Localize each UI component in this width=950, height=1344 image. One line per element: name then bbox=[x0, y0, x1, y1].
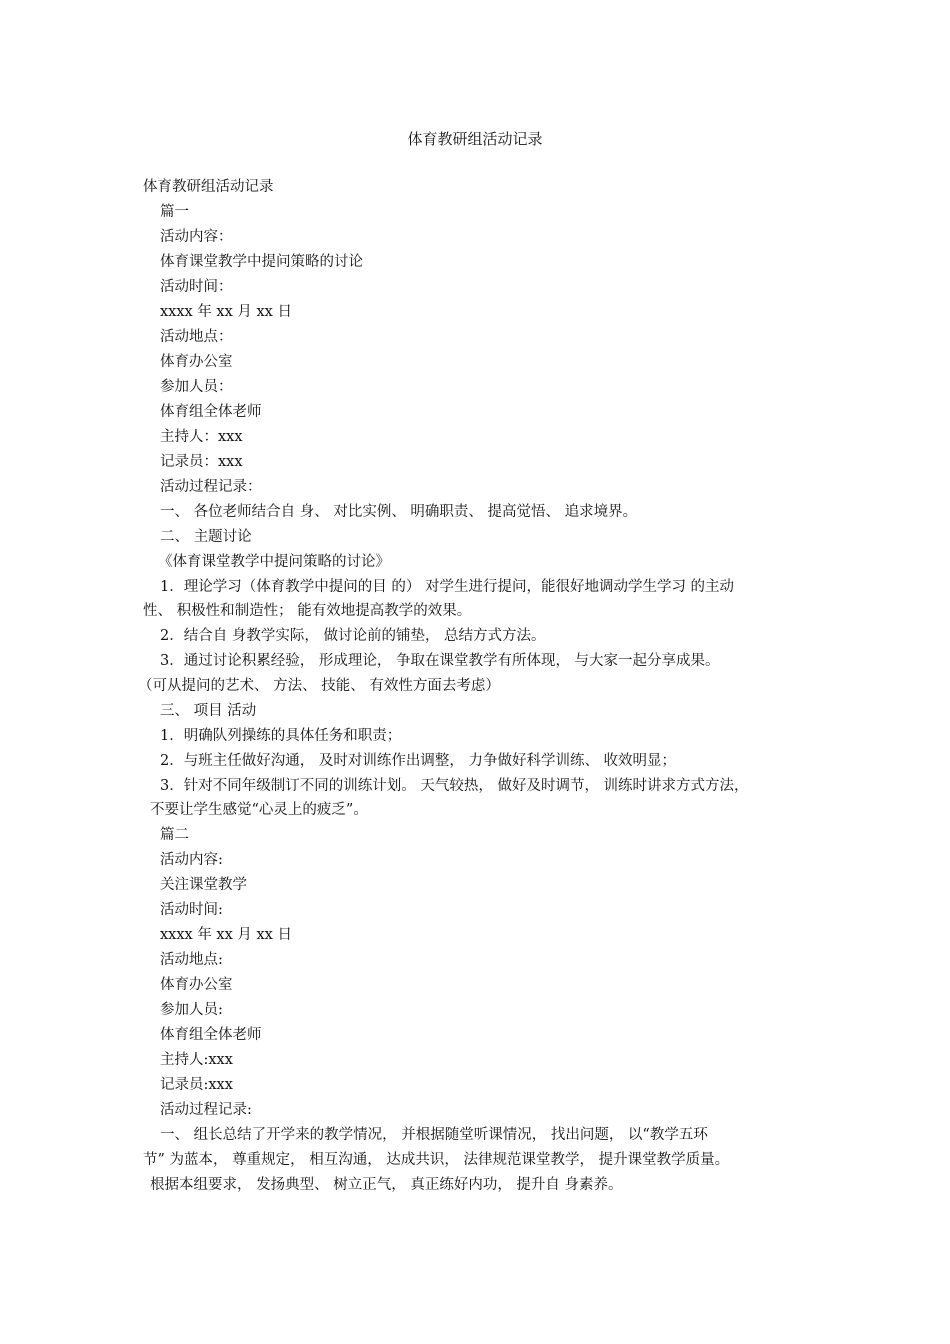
process-label-2: 活动过程记录: bbox=[160, 1102, 252, 1118]
summary-line-2: 节” 为蓝本， 尊重规定， 相互沟通， 达成共识， 法律规范课堂教学， 提升课堂教学质量。 bbox=[143, 1152, 730, 1168]
content-value-2: 关注课堂教学 bbox=[160, 877, 247, 893]
content-label-2: 活动内容: bbox=[160, 852, 223, 868]
process-label-1: 活动过程记录： bbox=[160, 479, 262, 495]
people-label-1: 参加人员： bbox=[160, 379, 233, 395]
section-heading-2: 篇二 bbox=[160, 827, 189, 843]
content-value-1: 体育课堂教学中提问策略的讨论 bbox=[160, 254, 363, 270]
activity-point-2: 2．与班主任做好沟通， 及时对训练作出调整， 力争做好科学训练、 收效明显； bbox=[160, 753, 677, 769]
host-1: 主持人：xxx bbox=[160, 429, 243, 445]
topic-point-1-line-1: 1．理论学习（体育教学中提问的目 的） 对学生进行提问，能很好地调动学生学习 的主动 bbox=[160, 579, 735, 595]
topic-point-2: 2．结合自 身教学实际， 做讨论前的铺垫， 总结方式方法。 bbox=[160, 628, 546, 644]
recorder-1: 记录员：xxx bbox=[160, 454, 243, 470]
place-value-2: 体育办公室 bbox=[160, 977, 233, 993]
place-label-1: 活动地点： bbox=[160, 329, 233, 345]
activity-point-1: 1．明确队列操练的具体任务和职责； bbox=[160, 728, 402, 744]
topic-title: 《体育课堂教学中提问策略的讨论》 bbox=[158, 554, 390, 570]
summary-line-1: 一、 组长总结了开学来的教学情况， 并根据随堂听课情况， 找出问题， 以“教学五环 bbox=[160, 1127, 708, 1143]
process-item-1: 一、 各位老师结合自 身、 对比实例、 明确职责、 提高觉悟、 追求境界。 bbox=[160, 504, 638, 520]
time-label-1: 活动时间： bbox=[160, 279, 233, 295]
document-subtitle: 体育教研组活动记录 bbox=[143, 179, 274, 195]
activity-point-3-line-1: 3．针对不同年级制订不同的训练计划。 天气较热， 做好及时调节， 训练时讲求方式方法， bbox=[160, 778, 749, 794]
document-title: 体育教研组活动记录 bbox=[407, 130, 543, 148]
host-2: 主持人:xxx bbox=[160, 1052, 233, 1068]
section-heading-1: 篇一 bbox=[160, 204, 189, 220]
content-label-1: 活动内容： bbox=[160, 229, 233, 245]
topic-point-3-line-2: （可从提问的艺术、 方法、 技能、 有效性方面去考虑） bbox=[138, 678, 500, 694]
process-item-2: 二、 主题讨论 bbox=[160, 529, 252, 545]
topic-point-3-line-1: 3．通过讨论积累经验， 形成理论， 争取在课堂教学有所体现， 与大家一起分享成果。 bbox=[160, 653, 720, 669]
summary-line-3: 根据本组要求， 发扬典型、 树立正气， 真正练好内功， 提升自 身素养。 bbox=[150, 1177, 623, 1193]
time-label-2: 活动时间: bbox=[160, 902, 223, 918]
place-label-2: 活动地点: bbox=[160, 952, 223, 968]
topic-point-1-line-2: 性、 积极性和制造性； 能有效地提高教学的效果。 bbox=[143, 603, 472, 619]
people-label-2: 参加人员: bbox=[160, 1002, 223, 1018]
people-value-2: 体育组全体老师 bbox=[160, 1027, 262, 1043]
time-value-1: xxxx 年 xx 月 xx 日 bbox=[160, 304, 292, 320]
recorder-2: 记录员:xxx bbox=[160, 1077, 233, 1093]
activity-point-3-line-2: 不要让学生感觉“心灵上的疲乏”。 bbox=[150, 802, 368, 818]
time-value-2: xxxx 年 xx 月 xx 日 bbox=[160, 927, 292, 943]
process-item-3: 三、 项目 活动 bbox=[160, 703, 257, 719]
place-value-1: 体育办公室 bbox=[160, 354, 233, 370]
people-value-1: 体育组全体老师 bbox=[160, 404, 262, 420]
